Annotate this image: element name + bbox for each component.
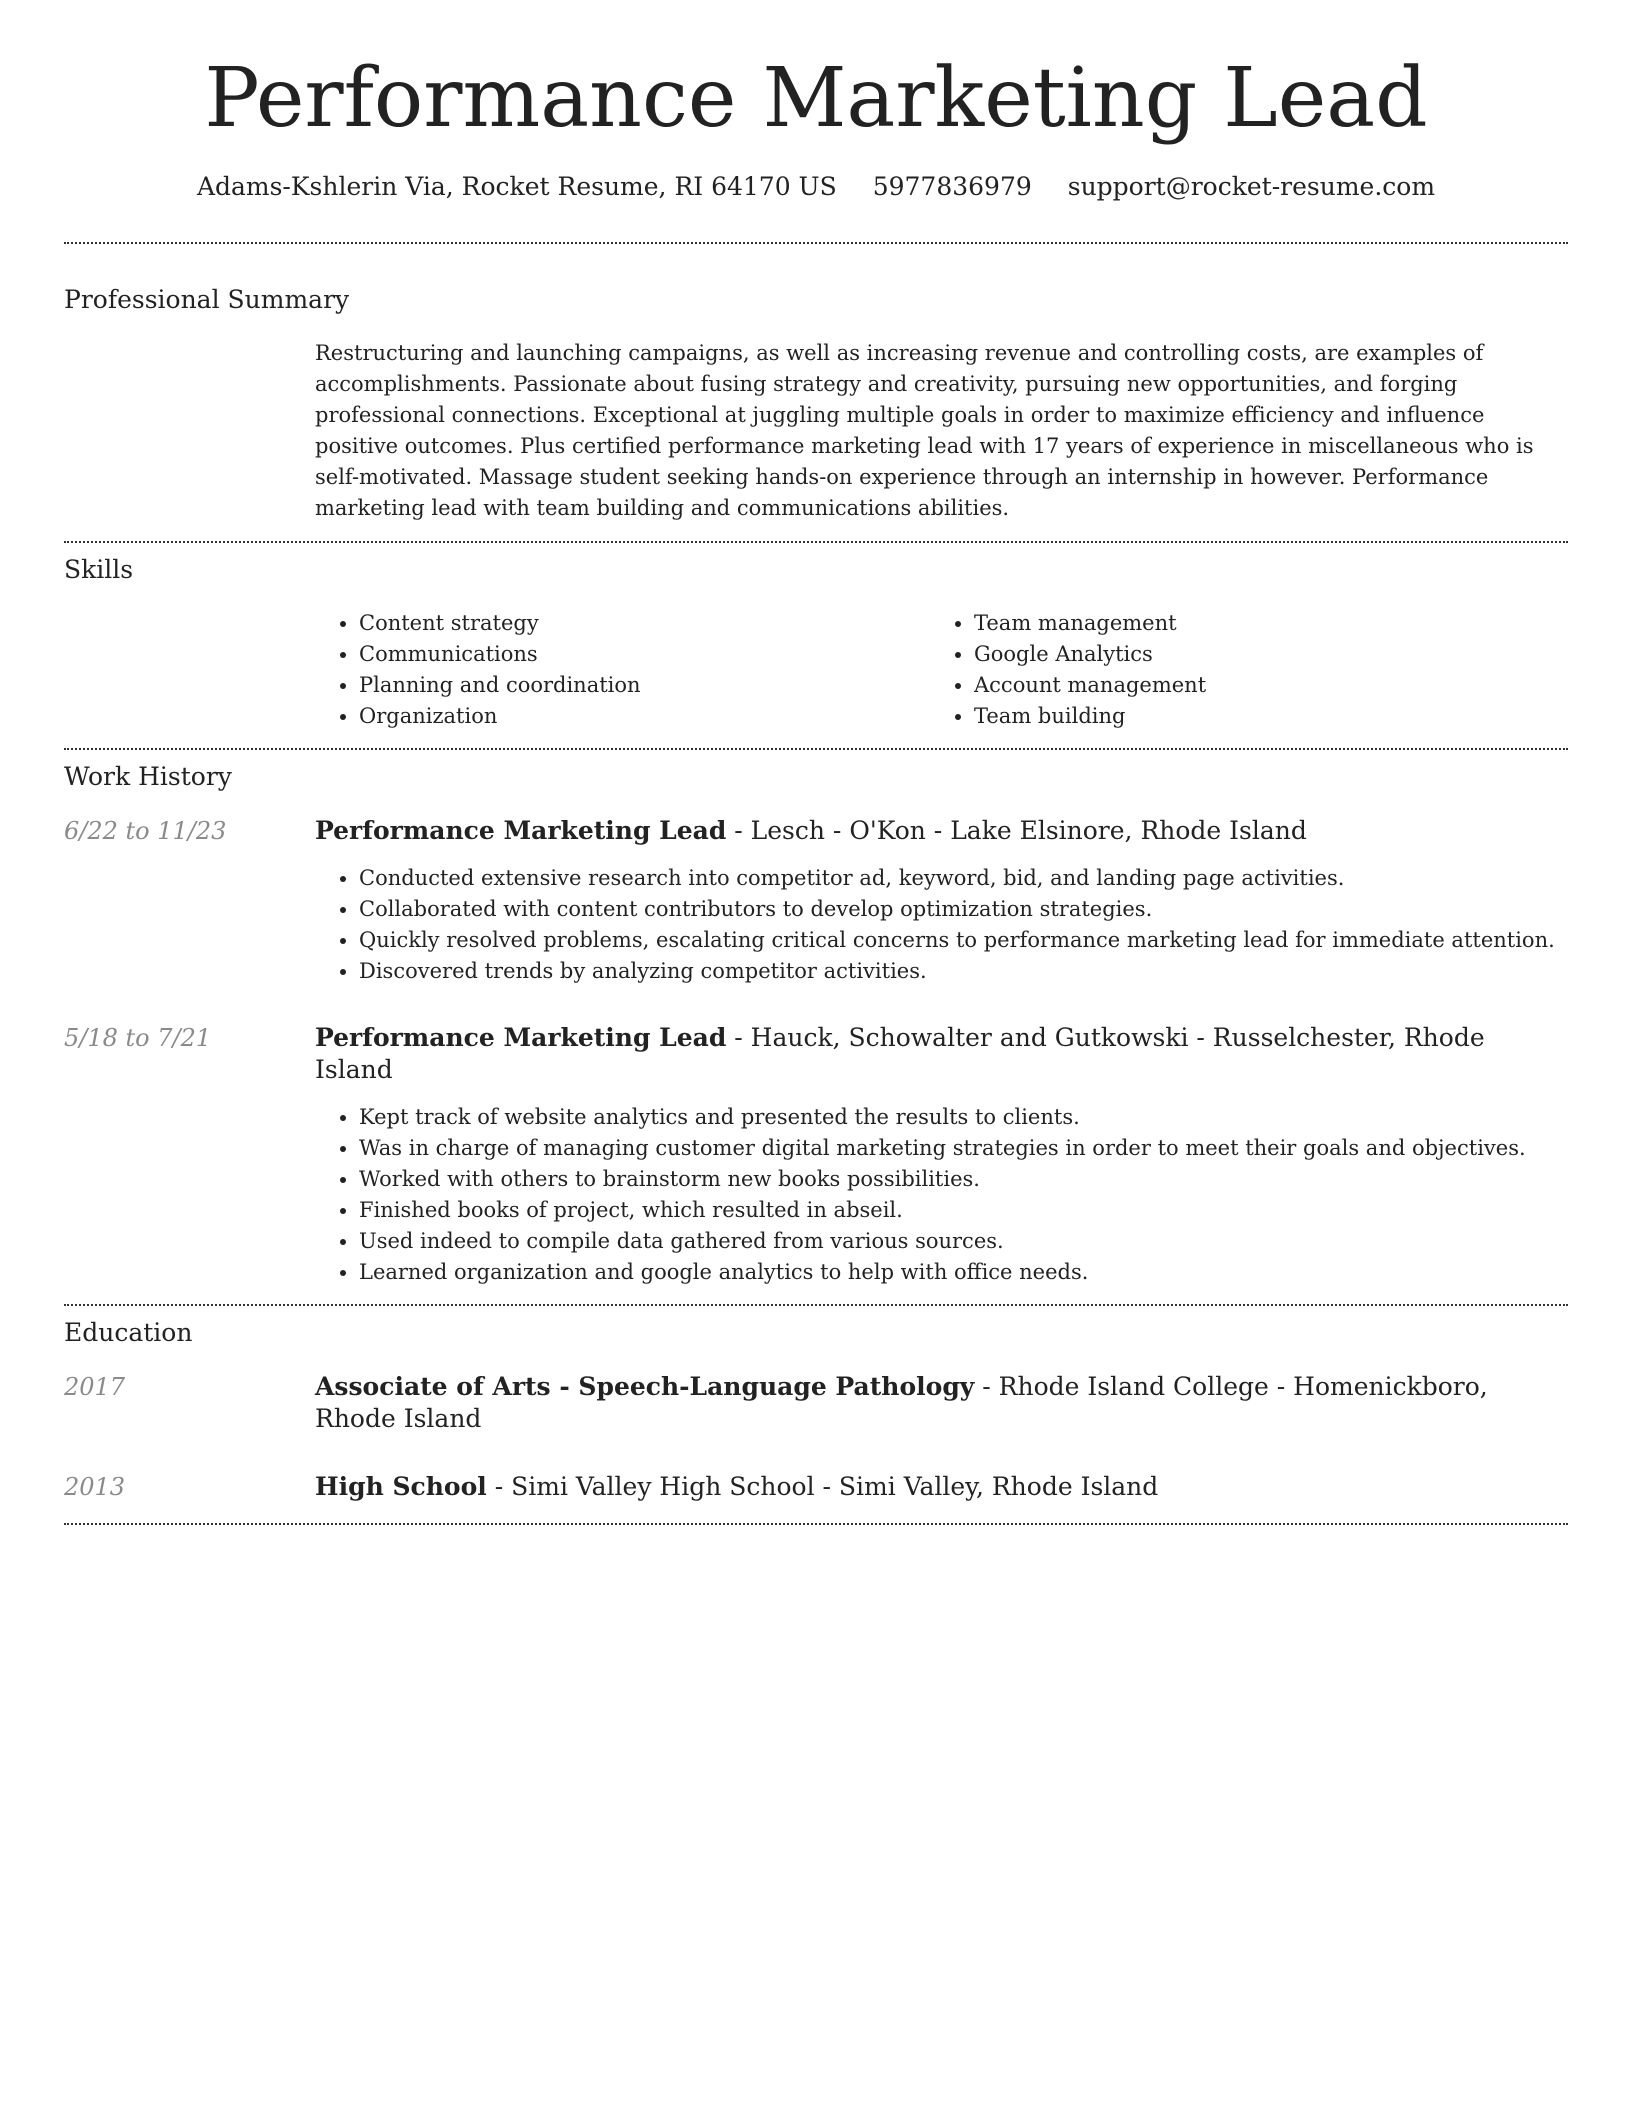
education-degree: Associate of Arts - Speech-Language Pathology <box>315 1372 975 1401</box>
contact-phone: 5977836979 <box>872 172 1032 201</box>
job-bullet: • Kept track of website analytics and presented the results to clients. <box>359 1102 1568 1133</box>
education-entry <box>64 1371 1568 1435</box>
job-role: Performance Marketing Lead <box>315 1023 727 1052</box>
skill-item: • Communications <box>359 639 930 670</box>
summary-section <box>64 285 1568 524</box>
skills-list-right <box>930 608 1568 732</box>
job-entry <box>64 815 1568 987</box>
education-degree: High School <box>315 1472 487 1501</box>
divider <box>64 541 1568 543</box>
contact-line <box>64 172 1568 202</box>
job-role: Performance Marketing Lead <box>315 816 727 845</box>
skill-item: • Content strategy <box>359 608 930 639</box>
job-bullet: • Was in charge of managing customer digital marketing strategies in order to meet their goals and objectives. <box>359 1133 1568 1164</box>
job-heading <box>315 1022 1568 1086</box>
job-bullet: • Conducted extensive research into competitor ad, keyword, bid, and landing page activities. <box>359 863 1568 894</box>
education-heading <box>315 1471 1568 1503</box>
education-heading <box>315 1371 1568 1435</box>
job-bullets <box>315 1102 1568 1288</box>
job-details: - Hauck, Schowalter and Gutkowski - Russelchester, Rhode Island <box>315 1023 1485 1084</box>
skill-item: • Team building <box>974 701 1568 732</box>
divider <box>64 1523 1568 1525</box>
education-entry <box>64 1471 1568 1503</box>
skill-item: • Team management <box>974 608 1568 639</box>
education-details: - Simi Valley High School - Simi Valley, Rhode Island <box>486 1472 1159 1501</box>
divider <box>64 242 1568 244</box>
skills-section <box>64 555 1568 732</box>
resume-name: Performance Marketing Lead <box>204 51 1428 146</box>
summary-title: Professional Summary <box>64 285 350 314</box>
education-section <box>64 1318 1568 1503</box>
skill-item: • Account management <box>974 670 1568 701</box>
education-title: Education <box>64 1318 193 1347</box>
skill-item: • Organization <box>359 701 930 732</box>
skill-item: • Planning and coordination <box>359 670 930 701</box>
job-date: 6/22 to 11/23 <box>64 817 227 845</box>
education-date: 2013 <box>64 1473 126 1501</box>
contact-address: Adams-Kshlerin Via, Rocket Resume, RI 64170 US <box>196 172 837 201</box>
education-details: - Rhode Island College - Homenickboro, Rhode Island <box>315 1372 1488 1433</box>
summary-text: Restructuring and launching campaigns, as well as increasing revenue and controlling costs, are examples of accomplishments. Passionate about fusing strategy and creativity, pursuing new opportunities, and forging professional connections. Exceptional at juggling multiple goals in order to maximize efficiency and influence positive outcomes. Plus certified performance marketing lead with 17 years of experience in miscellaneous who is self-motivated. Massage student seeking hands-on experience through an internship in however. Performance marketing lead with team building and communications abilities. <box>315 341 1534 520</box>
job-bullet: • Discovered trends by analyzing competitor activities. <box>359 956 1568 987</box>
job-bullet: • Quickly resolved problems, escalating critical concerns to performance marketing lead for immediate attention. <box>359 925 1568 956</box>
divider <box>64 1304 1568 1306</box>
job-bullet: • Learned organization and google analytics to help with office needs. <box>359 1257 1568 1288</box>
resume-page <box>64 0 1568 1525</box>
job-bullets <box>315 863 1568 987</box>
job-bullet: • Collaborated with content contributors to develop optimization strategies. <box>359 894 1568 925</box>
job-entry <box>64 1022 1568 1288</box>
education-date: 2017 <box>64 1373 126 1401</box>
job-details: - Lesch - O'Kon - Lake Elsinore, Rhode Island <box>726 816 1307 845</box>
work-section <box>64 762 1568 1288</box>
job-heading <box>315 815 1568 847</box>
skills-list-left <box>315 608 930 732</box>
contact-email: support@rocket-resume.com <box>1067 172 1436 201</box>
divider <box>64 748 1568 750</box>
skills-title: Skills <box>64 555 134 584</box>
job-bullet: • Finished books of project, which resulted in abseil. <box>359 1195 1568 1226</box>
work-title: Work History <box>64 762 232 791</box>
job-bullet: • Worked with others to brainstorm new books possibilities. <box>359 1164 1568 1195</box>
job-bullet: • Used indeed to compile data gathered from various sources. <box>359 1226 1568 1257</box>
job-date: 5/18 to 7/21 <box>64 1024 212 1052</box>
skill-item: • Google Analytics <box>974 639 1568 670</box>
